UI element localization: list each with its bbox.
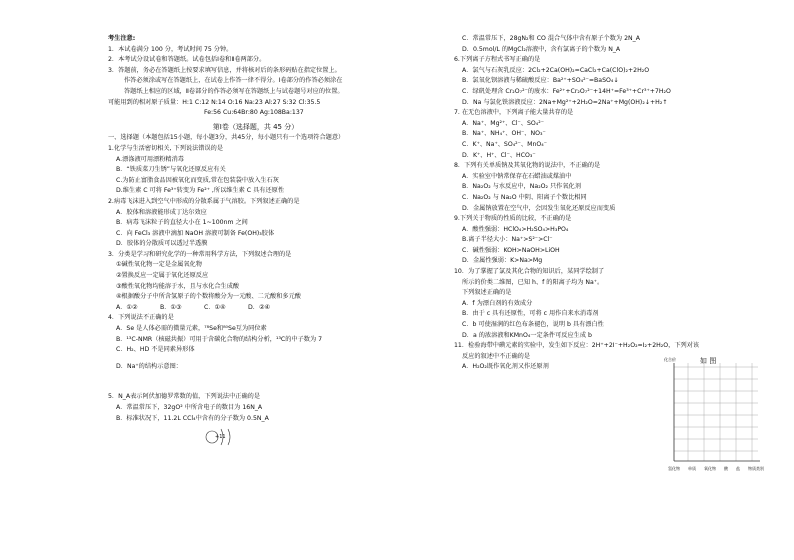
chart-x-axis-labels [668, 466, 764, 472]
question-3-item: ④根据酸分子中所含氢原子的个数将酸分为一元酸、二元酸和多元酸 [116, 293, 301, 301]
question-7-option: B．Na⁺、NH₄⁺、OH⁻、NO₃⁻ [462, 130, 546, 138]
question-6-option: D．Na 与氯化铁溶液反应：2Na+Mg²⁺+2H₂O=2Na⁺+Mg(OH)₂↓+H₂↑ [462, 98, 668, 106]
question-2-stem: 2.病毒飞沫进入到空气中形成的分散系属于气溶胶。下列叙述正确的是 [108, 197, 300, 205]
question-4-option: A．Se 是人体必需的微量元素，⁷⁸Se和⁸⁰Se互为同位素 [116, 325, 267, 333]
question-3-stem: 3．分类是学习和研究化学的一种常用科学方法，下列叙述合理的是 [108, 250, 292, 258]
atom-nucleus-label: +11 [215, 434, 226, 440]
chart-title: 如 图 [700, 357, 717, 365]
question-7-stem: 7. 在无色溶液中，下列离子能大量共存的是 [454, 109, 574, 117]
question-4-stem: 4．下列说法不正确的是 [108, 314, 174, 322]
atomic-mass-line: Fe:56 Cu:64Br:80 Ag:108Ba:137 [204, 109, 304, 117]
question-6-stem: 6.下列离子方程式书写正确的是 [454, 56, 541, 64]
question-10-option: A．f 为漂白剂的有效成分 [462, 299, 533, 307]
chart-x-label: 氢化物 [668, 466, 680, 471]
notice-line: 答题纸上相应的区域，Ⅱ卷部分的作答必须写在答题纸上与试卷题号对应的位置。 [124, 87, 344, 95]
question-9-stem: 9.下列关于物质的性质的比较，不正确的是 [454, 215, 572, 223]
question-11-stem: 11．检验海带中碘元素的实验中，发生如下反应：2H⁺+2I⁻+H₂O₂=I₂+2H₂O，下列对该 [454, 342, 700, 350]
question-5-stem: 5．N_A表示阿伏加德罗常数的值，下列说法中正确的是 [108, 393, 261, 401]
question-8-stem: 8．下列有关单质钠及其氧化物的说法中，不正确的是 [454, 162, 601, 170]
question-8-option: B．Na₂O₂ 与水反应中，Na₂O₂ 只作氧化剂 [462, 183, 581, 191]
question-3-item: ②置换反应一定属于氧化还原反应 [116, 272, 209, 280]
question-10-option: D．a 的浓溶液和KMnO₄一定条件可反应生成 b [462, 331, 592, 339]
question-6-option: C．绿矾处理含 Cr₂O₇²⁻的废水：Fe²⁺+Cr₂O₇²⁻+14H⁺=Fe³⁺+Cr³⁺+7H₂O [462, 87, 671, 95]
question-1-option: C.为防止富脂食品因被氧化而变质,常在包装袋中放入生石灰 [116, 176, 279, 184]
atomic-mass-line: 可能用到的相对原子质量：H:1 C:12 N:14 O:16 Na:23 Al:27 S:32 Cl:35.5 [108, 98, 321, 106]
question-9-option: A．酸性强弱：HClO₄>H₂SO₄>H₃PO₄ [462, 225, 569, 233]
question-10-stem: 下列叙述正确的是 [462, 289, 512, 297]
question-1-option: B．“铁质菜刀生锈”与氧化还原反应有关 [116, 166, 226, 174]
notice-line: 2．本考试分设试卷和答题纸。试卷包括Ⅰ卷和Ⅱ卷两部分。 [108, 56, 266, 64]
chart-x-label: 盐 [736, 466, 740, 471]
question-1-option: D.维生素 C 可将 Fe³⁺转变为 Fe²⁺ ,所以维生素 C 具有还原性 [116, 187, 285, 195]
chart-x-label: 单质 [688, 466, 696, 471]
question-8-option: A．实验室中钠常保存在石蜡油或煤油中 [462, 172, 572, 180]
question-5-option: A．常温常压下，32gO² 中所含电子的数目为 16N_A [116, 404, 263, 411]
chart-x-label: 物质类别 [748, 466, 764, 471]
question-4-option: D．Na⁺的结构示意图： [116, 362, 182, 370]
chart-x-label: 酸 [724, 466, 728, 471]
question-6-option: B．氯氧化钡溶液与稀硫酸反应：Ba²⁺+SO₄²⁻=BaSO₄↓ [462, 77, 619, 85]
question-3-option: B．①③ [160, 303, 182, 311]
section-intro: 一、选择题（本题包括15小题，每小题3分，共45分，每小题只有一个选项符合题意） [108, 134, 345, 142]
valence-class-diagram [668, 361, 760, 465]
question-10-stem: 10．为了掌握了氯及其化合物的知识后，某同学绘制了 [454, 268, 605, 276]
question-2-option: D．胶体的分散质可以透过半透膜 [116, 240, 208, 248]
chart-y-axis-label: 化合价 [664, 357, 676, 362]
question-5-option: D．0.5mol/L 的MgCl₂溶液中，含有氯离子的个数为 N_A [462, 45, 621, 53]
question-7-option: C．K⁺、Na⁺、SO₄²⁻、MnO₄⁻ [462, 140, 547, 148]
question-10-option: C．b 可使湿润的红色布条褪色，说明 b 具有漂白性 [462, 321, 604, 329]
right-column [454, 34, 754, 373]
question-3-option: C．①④ [204, 303, 226, 311]
question-3-option: A．①② [116, 303, 138, 311]
question-3-option: D．②④ [248, 303, 271, 311]
question-2-option: B．病毒飞沫粒子的直径大小在 1~100nm 之间 [116, 219, 248, 227]
question-1-stem: 1.化学与生活密切相关, 下列说法错误的是 [108, 144, 224, 152]
notice-line: 作答必须涂或写在答题纸上，在试卷上作答一律不得分。Ⅰ卷部分的作答必须涂在 [124, 77, 343, 85]
question-7-option: A．Na⁺、Mg²⁺、Cl⁻、SO₄²⁻ [462, 119, 545, 127]
notice-title: 考生注意: [108, 35, 136, 42]
valence-class-chart-icon [668, 361, 760, 465]
question-5-option: B．标准状况下，11.2L CCl₄中含有的分子数为 0.5N_A [116, 414, 269, 422]
question-6-option: A．氯气与石灰乳反应：2Cl₂+2Ca(OH)₂=CaCl₂+Ca(ClO)₂+2H₂O [462, 66, 650, 74]
question-4-option: C．H₂、HD 不是同素异形体 [116, 346, 195, 354]
question-3-item: ③酸性氧化物均能溶于水，且与水化合生成酸 [116, 282, 240, 290]
notice-line: 3．答题前，务必在答题纸上按要求填写信息，并将核对后的条形码贴在指定位置上。 [108, 66, 341, 74]
question-2-option: C．向 FeCl₃ 溶液中滴加 NaOH 溶液可制备 Fe(OH)₃胶体 [116, 229, 275, 237]
chart-x-label: 氧化物 [704, 466, 716, 471]
question-8-option: C．Na₂O₂ 与 Na₂O 中阴、阳离子个数比相同 [462, 193, 587, 201]
left-column [108, 34, 403, 424]
notice-line: 1．本试卷满分 100 分，考试时间 75 分钟。 [108, 45, 233, 53]
sodium-ion-structure-diagram [203, 426, 243, 448]
question-10-option: B．由于 c 具有还原性，可将 c 用作自来水消毒剂 [462, 310, 599, 318]
question-7-option: D．K⁺、H⁺、Cl⁻、HCO₃⁻ [462, 151, 536, 159]
question-11-option: A．H₂O₂既作氧化剂又作还原剂 [462, 363, 549, 371]
question-2-option: A．胶体和溶液能形成丁达尔效应 [116, 208, 207, 216]
question-5-option: C．常温常压下，28gN₂和 CO 混合气体中含有原子个数为 2N_A [462, 35, 640, 42]
question-3-options [108, 303, 403, 314]
question-3-item: ①碱性氧化物一定是金属氧化物 [116, 261, 202, 269]
question-1-option: A.漂涤液可用漂粉精消毒 [116, 155, 184, 163]
question-9-option: B.离子半径大小：Na⁺>S²⁻>Cl⁻ [462, 236, 553, 244]
question-4-option: B．¹³C-NMR（核磁共振）可用于含碳化合物的结构分析，¹³C的中子数为 7 [116, 335, 323, 343]
question-11-stem: 反应的叙述中不正确的是 [462, 352, 531, 360]
question-9-option: C．碱性强弱：KOH>NaOH>LiOH [462, 246, 560, 254]
question-9-option: D．金属性强弱：K>Na>Mg [462, 257, 543, 265]
section-title: 第Ⅰ卷（选择题，共 45 分） [212, 122, 299, 131]
question-10-stem: 所示的价类二维图，已知 h、f 的阳离子均为 Na⁺。 [462, 278, 604, 286]
question-8-option: D．金属钠放置在空气中，会因发生氧化还原反应而变质 [462, 204, 616, 212]
